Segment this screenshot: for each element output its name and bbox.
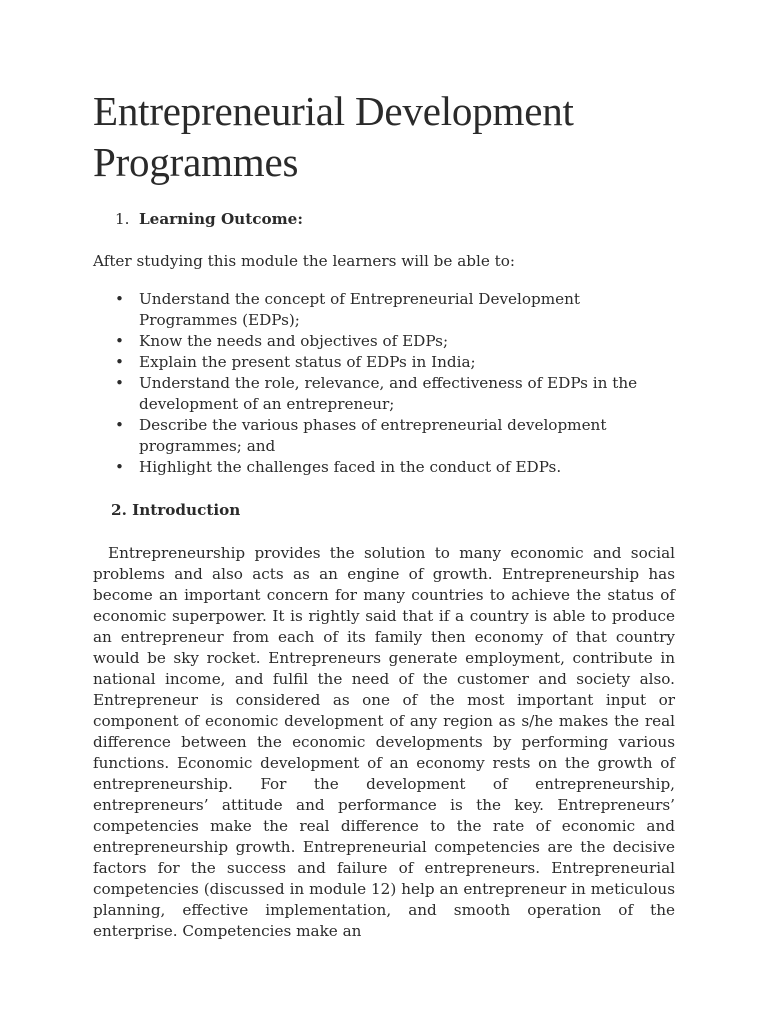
outcome-heading bbox=[93, 209, 675, 230]
outcome-number: 1. bbox=[115, 210, 130, 228]
document-title: Entrepreneurial Development Programmes bbox=[93, 88, 574, 185]
intro-line: After studying this module the learners will be able to: bbox=[93, 252, 516, 270]
document-page bbox=[93, 86, 675, 942]
outcome-list bbox=[93, 209, 675, 230]
bullet-icon: • bbox=[115, 374, 124, 392]
list-item bbox=[93, 331, 675, 352]
bullet-icon: • bbox=[115, 416, 124, 434]
list-item bbox=[93, 352, 675, 373]
list-item-text: Describe the various phases of entrepreneurial development programmes; and bbox=[139, 416, 607, 455]
list-item-text: Explain the present status of EDPs in India; bbox=[139, 353, 476, 371]
bullet-icon: • bbox=[115, 290, 124, 308]
list-item-text: Highlight the challenges faced in the conduct of EDPs. bbox=[139, 458, 562, 476]
goals-list bbox=[93, 289, 675, 478]
bullet-icon: • bbox=[115, 458, 124, 476]
list-item-text: Understand the role, relevance, and effectiveness of EDPs in the development of an entrepreneur; bbox=[139, 374, 638, 413]
outcome-label: Learning Outcome: bbox=[139, 210, 303, 228]
list-item bbox=[93, 457, 675, 478]
list-item-text: Know the needs and objectives of EDPs; bbox=[139, 332, 449, 350]
bullet-icon: • bbox=[115, 353, 124, 371]
bullet-icon: • bbox=[115, 332, 124, 350]
list-item bbox=[93, 415, 675, 457]
list-item bbox=[93, 289, 675, 331]
list-item-text: Understand the concept of Entrepreneurial Development Programmes (EDPs); bbox=[139, 290, 581, 329]
list-item bbox=[93, 373, 675, 415]
section-heading: 2. Introduction bbox=[111, 501, 241, 519]
introduction-paragraph: Entrepreneurship provides the solution to many economic and social problems and also acts as an engine of growth. Entrepreneurship has become an important concern for many countries to achieve the status of economic superpower. It is rightly said that if a country is able to produce an entrepreneur from each of its family then economy of that country would be sky rocket. Entrepreneurs generate employment, contribute in national income, and fulfil the need of the customer and society also. Entrepreneur is considered as one of the most important input or component of economic development of any region as s/he makes the real difference between the economic developments by performing various functions. Economic development of an economy rests on the growth of entrepreneurship. For the development of entrepreneurship, entrepreneurs’ attitude and performance is the key. Entrepreneurs’ competencies make the real difference to the rate of economic and entrepreneurship growth. Entrepreneurial competencies are the decisive factors for the success and failure of entrepreneurs. Entrepreneurial competencies (discussed in module 12) help an entrepreneur in meticulous planning, effective implementation, and smooth operation of the enterprise. Competencies make an bbox=[93, 544, 675, 940]
